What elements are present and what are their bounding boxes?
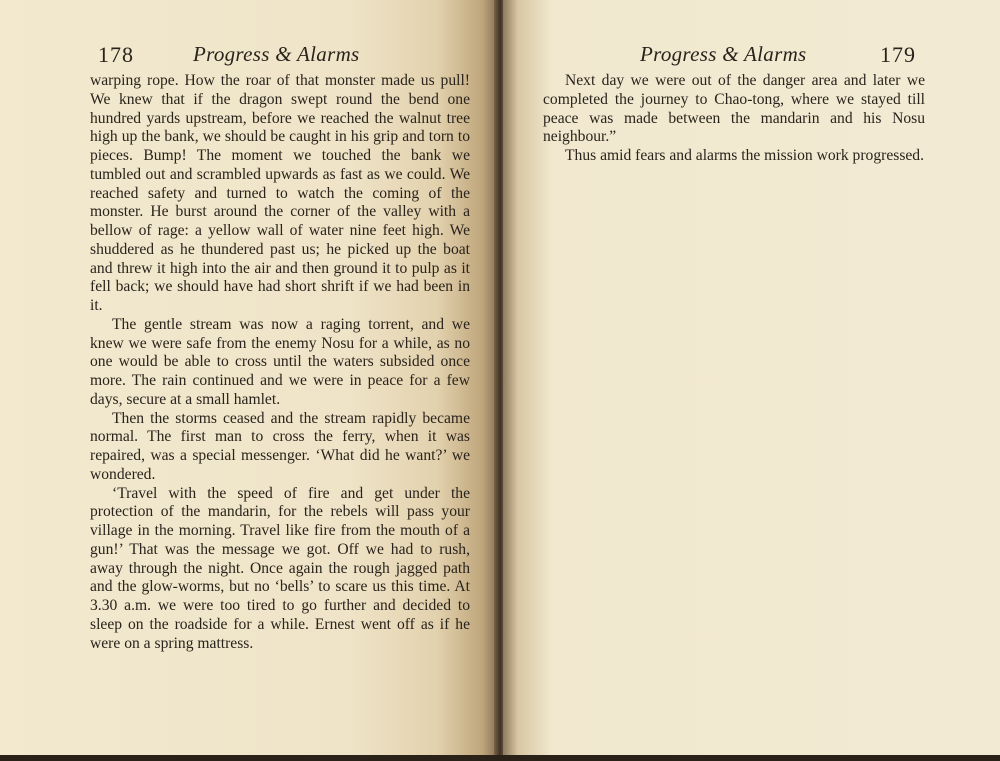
running-head-left: Progress & Alarms — [193, 42, 360, 66]
paragraph: Thus amid fears and alarms the mission work progressed. — [565, 147, 925, 164]
paragraph: Then the storms ceased and the stream rapidly became normal. The first man to cross the ferry, when it was repaired, was a special messenger. ‘What did he want?’ we wondered. — [90, 409, 470, 483]
paragraph: Next day we were out of the danger area and later we completed the journey to Chao-tong, where we stayed till peace was made between the mandarin and his Nosu neighbour.” — [543, 72, 925, 146]
right-page-body — [543, 72, 925, 166]
page-number-left: 178 — [98, 42, 134, 67]
paragraph: warping rope. How the roar of that monster made us pull! We knew that if the dragon swept round the bend one hundred yards upstream, before we reached the walnut tree high up the bank, we should be caught in his grip and torn to pieces. Bump! The moment we touched the bank we tumbled out and scrambled upwards as fast as we could. We reached safety and turned to watch the coming of the monster. He burst around the corner of the valley with a bellow of rage: a yellow wall of water nine feet high. We shuddered as he thundered past us; he picked up the boat and threw it high into the air and then ground it to pulp as it fell back; we should have had short shrift if we had been in it. — [90, 72, 470, 314]
paragraph: ‘Travel with the speed of fire and get under the protection of the mandarin, for the rebels will pass your village in the morning. Travel like fire from the mouth of a gun!’ That was the message we got. Off we had to rush, away through the night. Once again the rough jagged path and the glow-worms, but no ‘bells’ to scare us this time. At 3.30 a.m. we were too tired to go further and decided to sleep on the roadside for a while. Ernest went off as if he were on a spring mattress. — [90, 484, 470, 652]
left-page-body — [90, 72, 470, 653]
paragraph: The gentle stream was now a raging torrent, and we knew we were safe from the enemy Nosu for a while, as no one would be able to cross until the waters subsided once more. The rain continued and we were in peace for a few days, secure at a small hamlet. — [90, 315, 470, 408]
page-number-right: 179 — [880, 42, 916, 67]
running-head-right: Progress & Alarms — [640, 42, 807, 66]
right-page — [503, 0, 1000, 761]
page-bottom-edge — [0, 755, 1000, 761]
left-page — [0, 0, 497, 761]
